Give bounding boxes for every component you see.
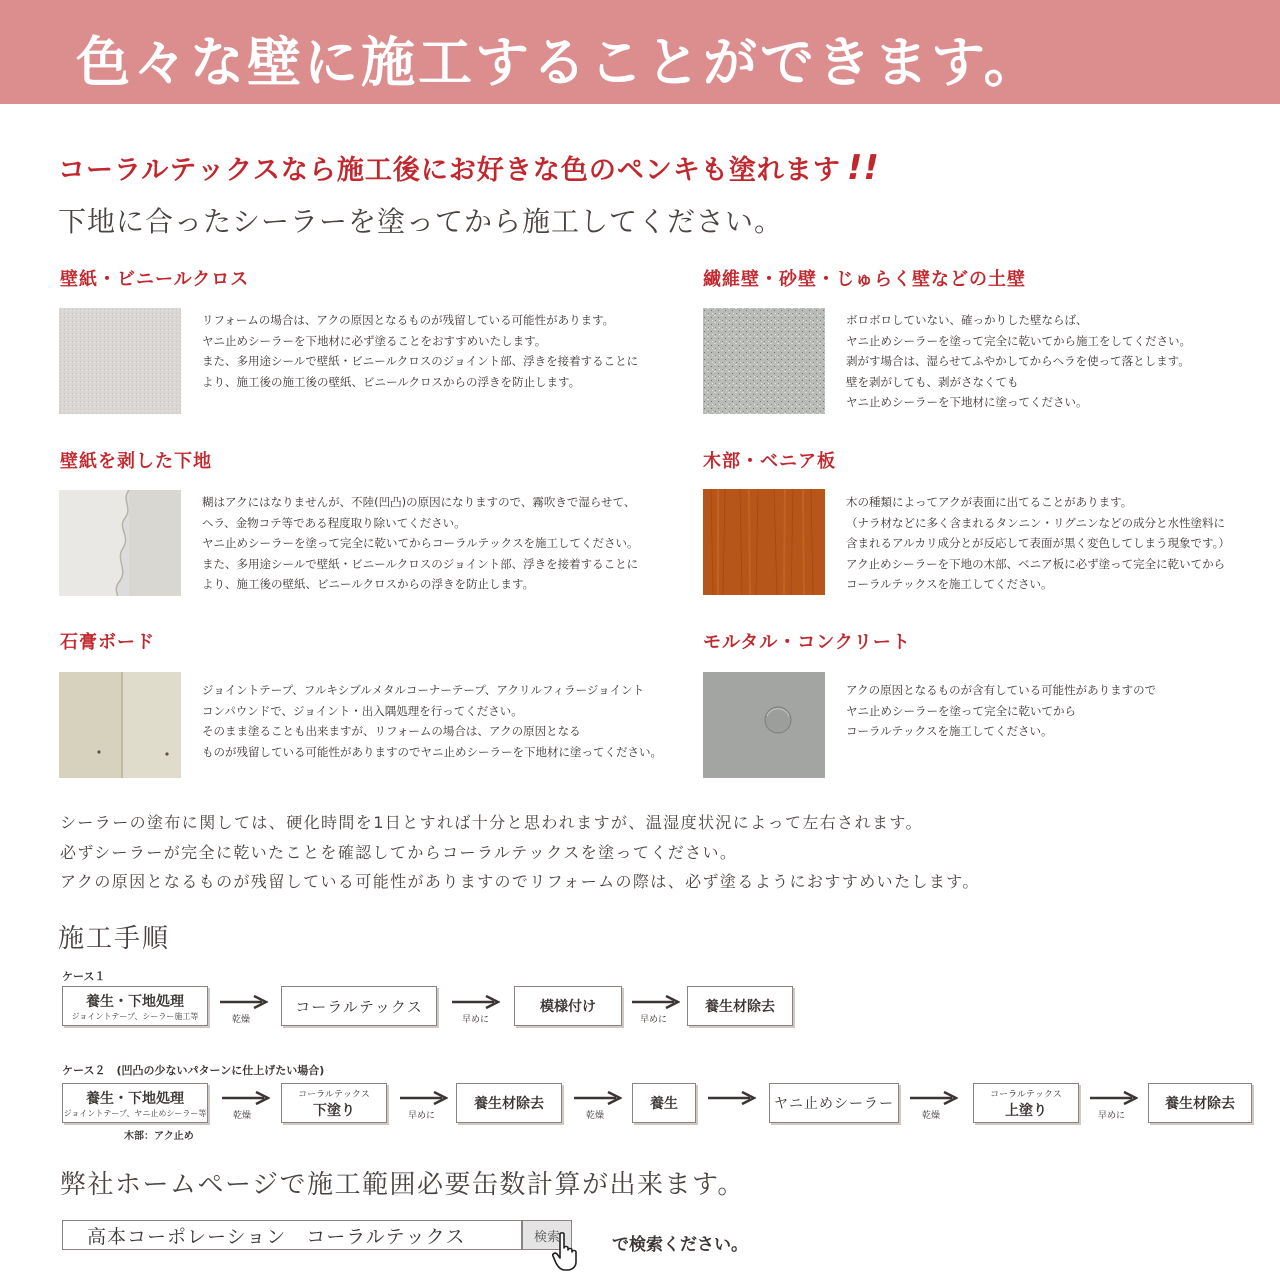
wood-note: 木部：アク止め [124,1131,194,1142]
step-toplabel: コーラルテックス [298,1089,370,1100]
arrow-label: 乾燥 [232,1015,251,1025]
section-text-stripped-wallpaper [202,492,639,595]
case2-step-sealer [769,1083,899,1123]
text-line: ボロボロしていない、確っかりした壁ならば、 [846,313,1088,327]
title-banner [0,0,1280,104]
text-line: ヤニ止めシーラーを下地材に塗ってください。 [846,395,1088,410]
section-title-wallpaper: 壁紙・ビニールクロス [60,269,250,290]
case2-step-protect [632,1083,696,1123]
step-label: 養生材除去 [705,999,775,1015]
text-line: コーラルテックスを施工してください。 [846,577,1053,592]
procedure-title: 施工手順 [58,924,171,954]
section-title-wood: 木部・ベニア板 [703,451,836,472]
arrow-label: 早めに [462,1015,490,1025]
right-arrow-icon [400,1090,448,1106]
case2-step-remove-1 [456,1083,562,1123]
stripped-wallpaper-image [59,490,181,596]
step-sublabel: ジョイントテープ、シーラー施工等 [71,1011,199,1021]
text-line: （ナラ材などに多く含まれるタンニン・リグニンなどの成分と水性塗料に [846,515,1226,530]
text-line: コーラルテックスを施工してください。 [846,724,1053,739]
text-line: そのまま塗ることも出来ますが、リフォームの場合は、アクの原因となる [202,724,581,739]
arrow-label: 早めに [640,1015,668,1025]
concrete-image [703,672,825,778]
text-line: 剥がす場合は、湿らせてふやかしてからヘラを使って落とします。 [846,354,1190,369]
search-suffix: で検索ください。 [612,1235,748,1255]
text-line: また、多用途シールで壁紙・ビニールクロスのジョイント部、浮きを接着することに [202,354,639,369]
step-label: 養生・下地処理 [86,1090,184,1107]
gypsum-board-image [59,672,181,778]
text-line: ヘラ、金物コテ等である程度取り除いてください。 [202,515,466,530]
section-text-gypsum-board [202,680,662,762]
text-line: ヤニ止めシーラーを下地材に必ず塗ることをおすすめいたします。 [202,333,547,348]
step-label: 養生 [650,1096,678,1112]
text-line: また、多用途シールで壁紙・ビニールクロスのジョイント部、浮きを接着することに [202,556,639,571]
note-line: シーラーの塗布に関しては、硬化時間を1日とすれば十分と思われますが、温湿度状況によって左右されます。 [60,813,923,832]
text-line: アク止めシーラーを下地の木部、ベニア板に必ず塗って完全に乾いてから [846,556,1226,571]
case1-step-coraltex [281,986,437,1026]
arrow-label: 早めに [408,1111,436,1121]
arrow-label: 乾燥 [922,1111,941,1121]
right-arrow-icon [452,994,500,1010]
section-title-earth-wall: 繊維壁・砂壁・じゅらく壁などの土壁 [703,269,1026,290]
sealer-note [60,808,980,897]
text-line: 糊はアクにはなりませんが、不陸(凹凸)の原因になりますので、霧吹きで湿らせて、 [202,495,636,509]
headline [58,148,880,188]
banner-title: 色々な壁に施工することができます。 [76,31,1041,94]
text-line: ヤニ止めシーラーを塗って完全に乾いてから [846,703,1076,718]
text-line: リフォームの場合は、アクの原因となるものが残留している可能性があります。 [202,313,615,327]
case2-label: ケース２ (凹凸の少ないパターンに仕上げたい場合) [62,1064,325,1077]
case1-label: ケース１ [62,970,106,983]
text-line: 木の種類によってアクが表面に出てることがあります。 [846,495,1133,509]
arrow-label: 乾燥 [233,1111,252,1121]
text-line: ヤニ止めシーラーを塗って完全に乾いてからコーラルテックスを施工してください。 [202,536,639,551]
step-sublabel: ジョイントテープ、ヤニ止めシーラー等 [63,1108,207,1118]
step-label: 模様付け [540,999,596,1015]
case1-step-prep [62,986,208,1026]
right-arrow-icon [910,1090,958,1106]
step-label: 養生材除去 [1165,1096,1235,1112]
text-line: コンパウンドで、ジョイント・出入隅処理を行ってください。 [202,703,523,718]
search-button[interactable]: 検索 [522,1220,572,1250]
step-label: 下塗り [313,1102,355,1119]
step-label: ヤニ止めシーラー [774,1096,894,1112]
right-arrow-icon [220,994,268,1010]
search-input[interactable] [62,1220,522,1250]
section-title-concrete: モルタル・コンクリート [703,632,911,653]
text-line: 含まれるアルカリ成分とが反応して表面が黒く変色してしまう現象です。） [846,536,1230,551]
section-title-gypsum-board: 石膏ボード [60,632,155,653]
hand-cursor-icon [552,1232,582,1272]
headline-exclaim: !! [846,148,880,188]
note-line: アクの原因となるものが残留している可能性がありますのでリフォームの際は、必ず塗るようにおすすめいたします。 [60,872,980,891]
arrow-label: 乾燥 [586,1111,605,1121]
case1-step-remove [687,986,793,1026]
case2-step-undercoat [281,1083,387,1123]
step-toplabel: コーラルテックス [990,1089,1062,1100]
step-label: 養生・下地処理 [86,993,184,1010]
case2-step-topcoat [973,1083,1079,1123]
section-text-wood [846,492,1230,595]
step-label: コーラルテックス [295,997,423,1016]
case2-step-prep [62,1083,208,1123]
subhead: 下地に合ったシーラーを塗ってから施工してください。 [58,205,784,238]
step-label: 上塗り [1005,1102,1047,1119]
headline-text: コーラルテックスなら施工後にお好きな色のペンキも塗れます [58,155,841,186]
wood-veneer-image [703,489,825,595]
text-line: より、施工後の施工後の壁紙、ビニールクロスからの浮きを防止します。 [202,374,581,389]
calc-title: 弊社ホームページで施工範囲必要缶数計算が出来ます。 [60,1170,745,1200]
text-line: ヤニ止めシーラーを塗って完全に乾いてから施工をしてください。 [846,333,1191,348]
arrow-label: 早めに [1098,1111,1126,1121]
text-line: 壁を剥がしても、剥がさなくても [846,374,1019,389]
text-line: ジョイントテープ、フルキシブルメタルコーナーテープ、アクリルフィラージョイント [202,683,645,697]
right-arrow-icon [1090,1090,1138,1106]
right-arrow-icon [708,1090,756,1106]
right-arrow-icon [632,994,680,1010]
note-line: 必ずシーラーが完全に乾いたことを確認してからコーラルテックスを塗ってください。 [60,842,738,862]
section-text-wallpaper [202,310,638,392]
case1-step-pattern [514,986,622,1026]
earth-wall-texture-image [703,308,825,414]
section-title-stripped-wallpaper: 壁紙を剥した下地 [60,451,212,472]
text-line: アクの原因となるものが含有している可能性がありますので [846,683,1157,697]
section-text-earth-wall [846,310,1191,413]
step-label: 養生材除去 [474,1096,544,1112]
case2-step-remove-2 [1148,1083,1252,1123]
right-arrow-icon [222,1090,270,1106]
section-text-concrete [846,680,1156,742]
wallpaper-texture-image [59,308,181,414]
text-line: ものが残留している可能性がありますのでヤニ止めシーラーを下地材に塗ってください。 [202,744,662,759]
text-line: より、施工後の壁紙、ビニールクロスからの浮きを防止します。 [202,577,535,592]
right-arrow-icon [574,1090,622,1106]
